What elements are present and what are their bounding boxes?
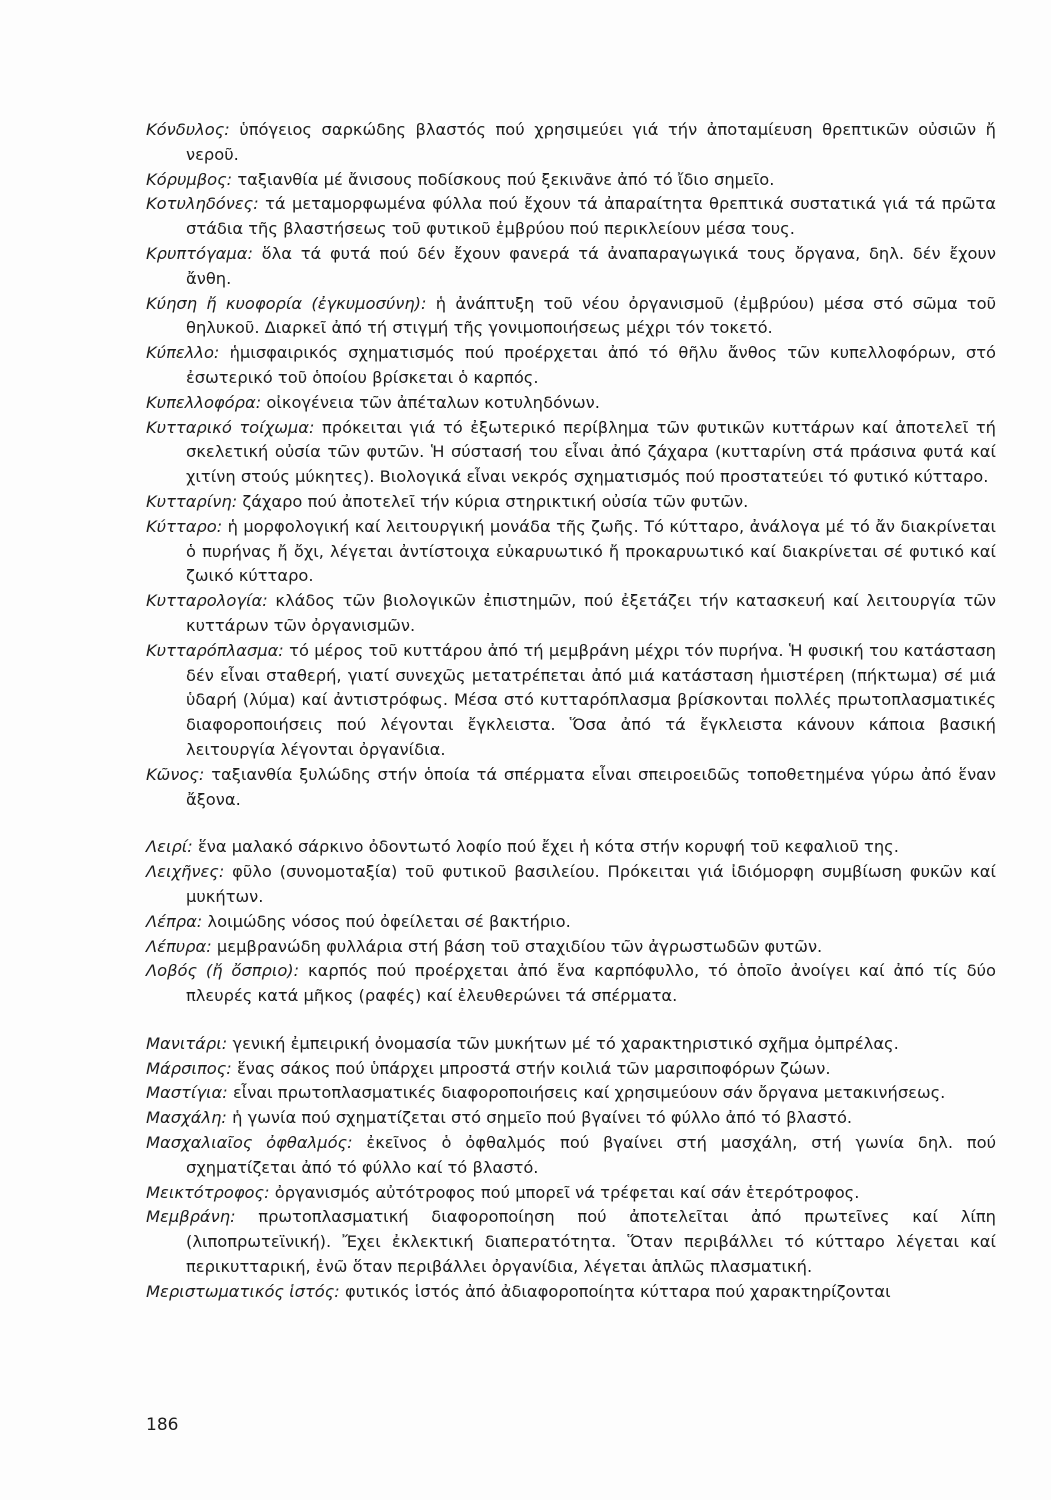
entry-term: Κυτταρικό τοίχωμα: (146, 417, 315, 437)
glossary-entry (146, 1205, 996, 1279)
entry-definition: ὀργανισμός αὐτότροφος πού μπορεῖ νά τρέφεται καί σάν ἑτερότροφος. (274, 1182, 860, 1202)
entry-term: Μανιτάρι: (146, 1033, 228, 1053)
glossary-entry (146, 192, 996, 242)
entry-term: Μεμβράνη: (146, 1207, 236, 1227)
entry-term: Λέπυρα: (146, 936, 212, 956)
entry-definition: εἶναι πρωτοπλασματικές διαφοροποιήσεις καί χρησιμεύουν σάν ὄργανα μετακινήσεως. (232, 1083, 946, 1103)
entry-definition: πρωτοπλασματική διαφοροποίηση πού ἀποτελεῖται ἀπό πρωτεῖνες καί λίπη (λιποπρωτεϊνική). Ἔχει ἐκλεκτική διαπερατότητα. Ὅταν περιβάλλει τό κύτταρο λέγεται καί περικυτταρική, ἐνῶ ὅταν περιβάλλει ὀργανίδια, λέγεται ἁπλῶς πλασματική. (186, 1207, 996, 1277)
entry-definition: φυτικός ἱστός ἀπό ἀδιαφοροποίητα κύτταρα πού χαρακτηρίζονται (344, 1281, 891, 1301)
entry-term: Λειρί: (146, 837, 193, 857)
entry-term: Κυπελλοφόρα: (146, 392, 262, 412)
entry-term: Κρυπτόγαμα: (146, 243, 253, 263)
entry-definition: ὅλα τά φυτά πού δέν ἔχουν φανερά τά ἀναπαραγωγικά τους ὄργανα, δηλ. δέν ἔχουν ἄνθη. (186, 243, 996, 288)
glossary (146, 118, 996, 1305)
entry-term: Κοτυληδόνες: (146, 194, 259, 214)
entry-definition: ὑπόγειος σαρκώδης βλαστός πού χρησιμεύει γιά τήν ἀποταμίευση θρεπτικῶν οὐσιῶν ἤ νεροῦ. (186, 120, 996, 164)
entry-term: Λοβός (ἤ ὄσπριο): (146, 961, 300, 981)
entry-term: Κύηση ἤ κυοφορία (ἐγκυμοσύνη): (146, 293, 427, 313)
glossary-entry (146, 835, 996, 860)
entry-definition: ζάχαρο πού ἀποτελεῖ τήν κύρια στηρικτική οὐσία τῶν φυτῶν. (242, 491, 749, 511)
glossary-entry (146, 589, 996, 639)
glossary-entry (146, 959, 996, 1009)
entry-term: Κῶνος: (146, 764, 205, 784)
entry-term: Κόρυμβος: (146, 169, 233, 189)
entry-definition: ἕνα μαλακό σάρκινο ὀδοντωτό λοφίο πού ἔχει ἡ κότα στήν κορυφή τοῦ κεφαλιοῦ της. (197, 837, 899, 857)
glossary-group-k (146, 118, 996, 812)
glossary-group-l (146, 835, 996, 1009)
group-divider (146, 812, 996, 835)
glossary-entry (146, 860, 996, 910)
entry-term: Λέπρα: (146, 911, 203, 931)
entry-definition: ἐκεῖνος ὁ ὀφθαλμός πού βγαίνει στή μασχάλη, στή γωνία δηλ. πού σχηματίζεται ἀπό τό φύλλο καί τό βλαστό. (186, 1133, 996, 1177)
entry-term: Μεριστωματικός ἱστός: (146, 1281, 340, 1301)
glossary-entry (146, 1081, 996, 1106)
glossary-entry (146, 910, 996, 935)
glossary-entry (146, 242, 996, 292)
entry-definition: λοιμώδης νόσος πού ὀφείλεται σέ βακτήριο. (207, 911, 571, 931)
entry-definition: τά μεταμορφωμένα φύλλα πού ἔχουν τά ἀπαραίτητα θρεπτικά συστατικά γιά τά πρῶτα στάδια τῆς βλαστήσεως τοῦ φυτικοῦ ἐμβρύου πού περικλείουν μέσα τους. (186, 194, 997, 239)
glossary-entry (146, 1131, 996, 1181)
entry-definition: φῦλο (συνομοταξία) τοῦ φυτικοῦ βασιλείου. Πρόκειται γιά ἰδιόμορφη συμβίωση φυκῶν καί μυκήτων. (186, 862, 996, 906)
entry-definition: ταξιανθία ξυλώδης στήν ὁποία τά σπέρματα εἶναι σπειροειδῶς τοποθετημένα γύρω ἀπό ἕναν ἄξονα. (186, 764, 996, 809)
entry-term: Μάρσιπος: (146, 1058, 232, 1078)
glossary-entry (146, 391, 996, 416)
entry-term: Μασχαλιαῖος ὀφθαλμός: (146, 1133, 353, 1153)
glossary-entry (146, 935, 996, 960)
glossary-entry (146, 341, 996, 391)
entry-term: Μαστίγια: (146, 1083, 228, 1103)
entry-term: Κυτταρολογία: (146, 591, 268, 611)
entry-term: Μεικτότροφος: (146, 1182, 270, 1202)
entry-definition: ἕνας σάκος πού ὑπάρχει μπροστά στήν κοιλιά τῶν μαρσιποφόρων ζώων. (236, 1058, 831, 1078)
page-number: 186 (146, 1415, 179, 1435)
glossary-entry (146, 639, 996, 763)
glossary-entry (146, 1057, 996, 1082)
entry-definition: ταξιανθία μέ ἄνισους ποδίσκους πού ξεκινᾶνε ἀπό τό ἴδιο σημεῖο. (237, 169, 775, 189)
glossary-entry (146, 1181, 996, 1206)
entry-definition: ἡ μορφολογική καί λειτουργική μονάδα τῆς ζωῆς. Τό κύτταρο, ἀνάλογα μέ τό ἄν διακρίνεται ὁ πυρήνας ἤ ὄχι, λέγεται ἀντίστοιχα εὐκαρυωτικό ἤ προκαρυωτικό καί διακρίνεται σέ φυτικό καί ζωικό κύτταρο. (186, 516, 996, 586)
entry-term: Λειχῆνες: (146, 862, 225, 882)
entry-definition: γενική ἐμπειρική ὀνομασία τῶν μυκήτων μέ τό χαρακτηριστικό σχῆμα ὀμπρέλας. (232, 1033, 899, 1053)
entry-term: Κυτταρίνη: (146, 491, 238, 511)
glossary-entry (146, 1280, 996, 1305)
entry-definition: ἡ ἀνάπτυξη τοῦ νέου ὀργανισμοῦ (ἐμβρύου) μέσα στό σῶμα τοῦ θηλυκοῦ. Διαρκεῖ ἀπό τή στιγμή τῆς γονιμοποιήσεως μέχρι τόν τοκετό. (186, 293, 996, 338)
glossary-entry (146, 118, 996, 168)
entry-definition: κλάδος τῶν βιολογικῶν ἐπιστημῶν, πού ἐξετάζει τήν κατασκευή καί λειτουργία τῶν κυττάρων τῶν ὀργανισμῶν. (186, 591, 996, 635)
glossary-entry (146, 490, 996, 515)
entry-definition: ἡμισφαιρικός σχηματισμός πού προέρχεται ἀπό τό θῆλυ ἄνθος τῶν κυπελλοφόρων, στό ἐσωτερικό τοῦ ὁποίου βρίσκεται ὁ καρπός. (186, 343, 996, 387)
glossary-entry (146, 292, 996, 342)
entry-definition: τό μέρος τοῦ κυττάρου ἀπό τή μεμβράνη μέχρι τόν πυρήνα. Ἡ φυσική του κατάσταση δέν εἶναι σταθερή, γιατί συνεχῶς μετατρέπεται ἀπό μιά κατάσταση ἡμιστέρεη (πήκτωμα) σέ μιά ὑδαρή (λύμα) καί ἀντιστρόφως. Μέσα στό κυτταρόπλασμα βρίσκονται πολλές πρωτοπλασματικές διαφοροποιήσεις πού λέγονται ἔγκλειστα. Ὅσα ἀπό τά ἔγκλειστα κάνουν κάποια βασική λειτουργία λέγονται ὀργανίδια. (186, 640, 996, 759)
glossary-entry (146, 416, 996, 490)
entry-term: Κύπελλο: (146, 343, 220, 363)
glossary-group-m (146, 1032, 996, 1305)
glossary-entry (146, 168, 996, 193)
entry-definition: οἰκογένεια τῶν ἀπέταλων κοτυληδόνων. (266, 392, 600, 412)
entry-definition: ἡ γωνία πού σχηματίζεται στό σημεῖο πού βγαίνει τό φύλλο ἀπό τό βλαστό. (232, 1108, 853, 1128)
entry-term: Μασχάλη: (146, 1108, 227, 1128)
entry-definition: πρόκειται γιά τό ἐξωτερικό περίβλημα τῶν φυτικῶν κυττάρων καί ἀποτελεῖ τή σκελετική οὐσία τῶν φυτῶν. Ἡ σύστασή του εἶναι ἀπό ζάχαρα (κυτταρίνη στά πράσινα φυτά καί χιτίνη στούς μύκητες). Βιολογικά εἶναι νεκρός σχηματισμός πού προστατεύει τό φυτικό κύτταρο. (186, 417, 996, 487)
glossary-entry (146, 1032, 996, 1057)
glossary-entry (146, 1106, 996, 1131)
glossary-entry (146, 515, 996, 589)
entry-definition: μεμβρανώδη φυλλάρια στή βάση τοῦ σταχιδίου τῶν ἀγρωστωδῶν φυτῶν. (216, 936, 823, 956)
entry-term: Κόνδυλος: (146, 120, 230, 139)
entry-term: Κύτταρο: (146, 516, 223, 536)
group-divider (146, 1009, 996, 1032)
glossary-entry (146, 763, 996, 813)
entry-definition: καρπός πού προέρχεται ἀπό ἕνα καρπόφυλλο, τό ὁποῖο ἀνοίγει καί ἀπό τίς δύο πλευρές κατά μῆκος (ραφές) καί ἐλευθερώνει τά σπέρματα. (186, 961, 996, 1006)
entry-term: Κυτταρόπλασμα: (146, 640, 284, 660)
